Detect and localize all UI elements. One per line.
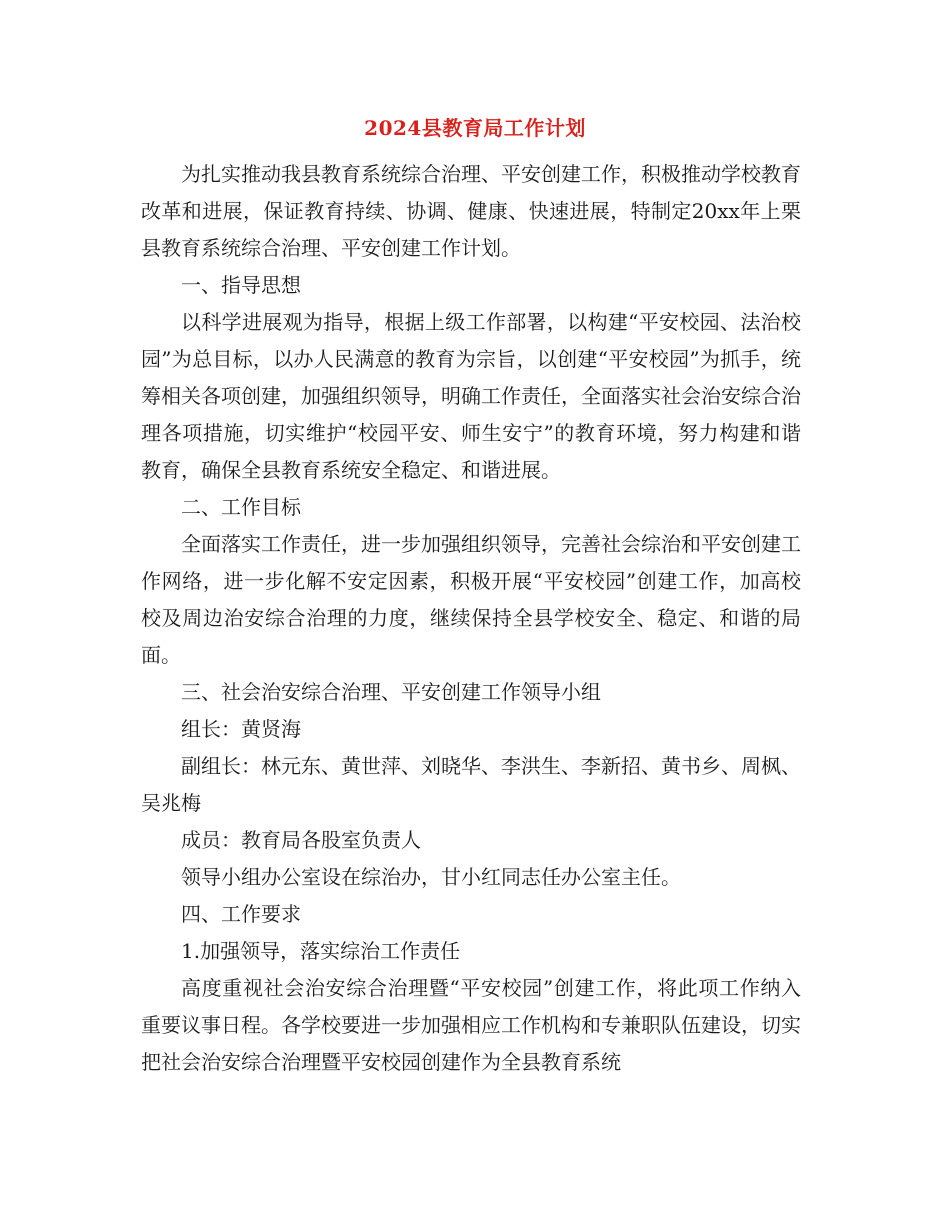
office-line: 领导小组办公室设在综治办，甘小红同志任办公室主任。 [181, 865, 681, 889]
section-heading-work-requirements: 四、工作要求 [181, 902, 301, 926]
section-heading-work-goals: 二、工作目标 [181, 495, 301, 519]
subsection-heading-leadership: 1.加强领导，落实综治工作责任 [181, 939, 461, 963]
guiding-ideology-paragraph: 以科学进展观为指导，根据上级工作部署，以构建“平安校园、法治校园”为总目标，以办人民满意的教育为宗旨，以创建“平安校园”为抓手，统筹相关各项创建，加强组织领导，明确工作责任，全面落实社会治安综合治理各项措施，切实维护“校园平安、师生安宁”的教育环境，努力构建和谐教育，确保全县教育系统安全稳定、和谐进展。 [141, 310, 801, 482]
members-line: 成员：教育局各股室负责人 [181, 828, 421, 852]
deputy-leaders-line: 副组长：林元东、黄世萍、刘晓华、李洪生、李新招、黄书乡、周枫、吴兆梅 [141, 754, 801, 815]
document-title: 2024县教育局工作计划 [364, 116, 586, 140]
intro-paragraph: 为扎实推动我县教育系统综合治理、平安创建工作，积极推动学校教育改革和进展，保证教育持续、协调、健康、快速进展，特制定20xx年上栗县教育系统综合治理、平安创建工作计划。 [141, 162, 801, 260]
section-heading-guiding-ideology: 一、指导思想 [181, 273, 301, 297]
leadership-paragraph: 高度重视社会治安综合治理暨“平安校园”创建工作，将此项工作纳入重要议事日程。各学校要进一步加强相应工作机构和专兼职队伍建设，切实把社会治安综合治理暨平安校园创建作为全县教育系统 [141, 976, 801, 1074]
group-leader-line: 组长：黄贤海 [181, 717, 301, 741]
section-heading-leading-group: 三、社会治安综合治理、平安创建工作领导小组 [181, 680, 601, 704]
work-goals-paragraph: 全面落实工作责任，进一步加强组织领导，完善社会综治和平安创建工作网络，进一步化解不安定因素，积极开展“平安校园”创建工作，加高校校及周边治安综合治理的力度，继续保持全县学校安全、稳定、和谐的局面。 [141, 532, 801, 667]
document-body [141, 156, 801, 1081]
